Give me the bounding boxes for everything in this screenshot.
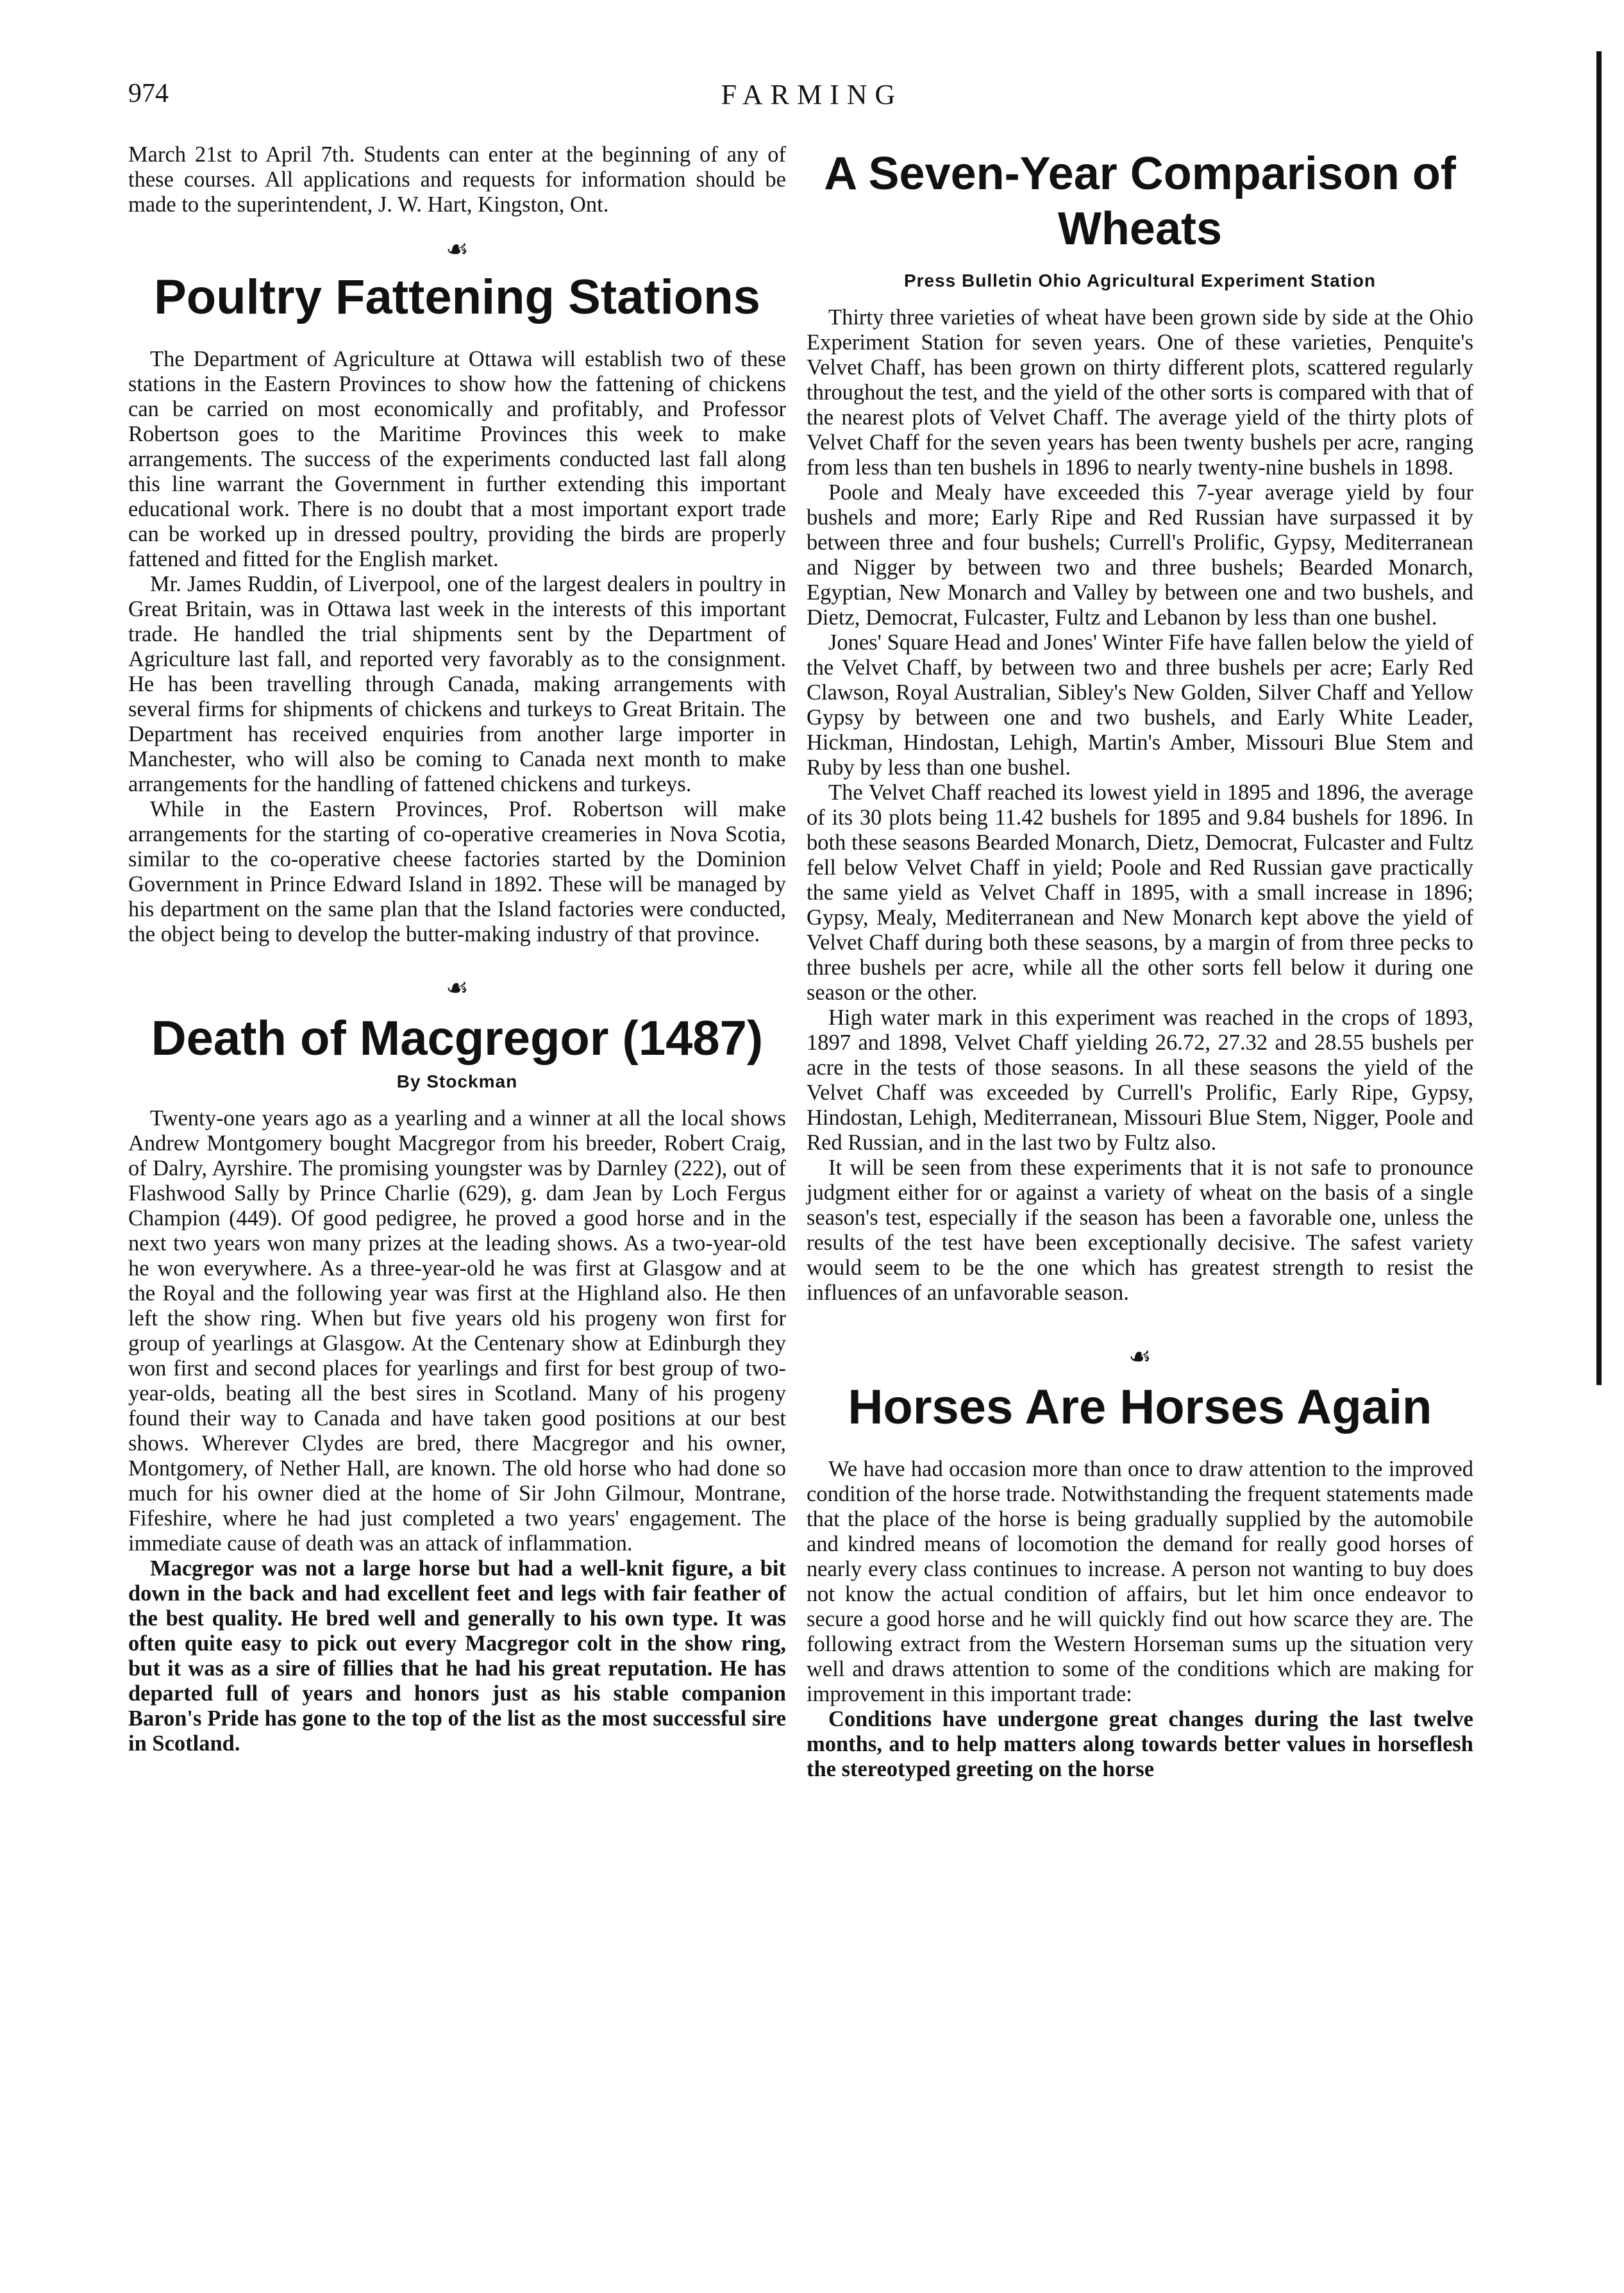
running-title: FARMING [721,79,903,110]
poultry-article-title: Poultry Fattening Stations [154,270,760,324]
macgregor-paragraph: Macgregor was not a large horse but had a well-knit figure, a bit down in the back and had excellent feet and legs with fair feather of the best quality. He bred well and generally to his own type. It was often quite easy to pick out every Macgregor colt in the show ring, but it was as a sire of fillies that he had his great reputation. He has departed full of years and honors just as his stable companion Baron's Pride has gone to the top of the list as the most successful sire in Scotland. [128,1556,786,1756]
ornament-fleuron-icon: ☙ [446,235,469,264]
wheats-paragraph: It will be seen from these experiments that it is not safe to pronounce judgment either for or against a variety of wheat on the basis of a single season's test, especially if the season has been a favorable one, unless the results of the test have been exceptionally decisive. The safest variety would seem to be the one which has greatest strength to resist the influences of an unfavorable season. [807,1155,1473,1305]
poultry-paragraph: While in the Eastern Provinces, Prof. Robertson will make arrangements for the starting of co-operative creameries in Nova Scotia, similar to the co-operative cheese factories started by the Dominion Government in Prince Edward Island in 1892. These will be managed by his department on the same plan that the Island factories were conducted, the object being to develop the butter-making industry of that province. [128,797,786,946]
page-number: 974 [128,79,169,108]
macgregor-paragraph: Twenty-one years ago as a yearling and a winner at all the local shows Andrew Montgomery bought Macgregor from his breeder, Robert Craig, of Dalry, Ayrshire. The promising youngster was by Darnley (222), out of Flashwood Sally by Prince Charlie (629), g. dam Jean by Loch Fergus Champion (449). Of good pedigree, he proved a good horse and in the next two years won many prizes at the leading shows. As a two-year-old he won everywhere. As a three-year-old he was first at Glasgow and at the Royal and the following year was first at the Highland also. He then left the show ring. When but five years old his progeny won first for group of yearlings at Glasgow. At the Centenary show at Edinburgh they won first and second places for yearlings and first for best group of two-year-olds, beating all the best sires in Scotland. Many of his progeny found their way to Canada and have taken good positions at our best shows. Wherever Clydes are bred, there Macgregor and his owner, Montgomery, of Nether Hall, are known. The old horse who had done so much for his owner died at the home of Sir John Gilmour, Montrane, Fifeshire, where he had just completed a two years' engagement. The immediate cause of death was an attack of inflammation. [128,1106,786,1556]
ornament-fleuron-icon: ☙ [1128,1342,1151,1371]
wheats-paragraph: Thirty three varieties of wheat have been grown side by side at the Ohio Experiment Station for seven years. One of these varieties, Penquite's Velvet Chaff, has been grown on thirty different plots, scattered regularly throughout the test, and the yield of the other sorts is compared with that of the nearest plots of Velvet Chaff. The average yield of the thirty plots of Velvet Chaff for the seven years has been twenty bushels per acre, ranging from less than ten bushels in 1896 to nearly twenty-nine bushels in 1898. [807,305,1473,480]
poultry-paragraph: Mr. James Ruddin, of Liverpool, one of the largest dealers in poultry in Great Britain, was in Ottawa last week in the interests of this important trade. He handled the trial shipments sent by the Department of Agriculture last fall, and reported very favorably as to the consignment. He has been travelling through Canada, making arrangements with several firms for shipments of chickens and turkeys to Great Britain. The Department has received enquiries from another large importer in Manchester, who will also be coming to Canada next month to make arrangements for the handling of fattened chickens and turkeys. [128,572,786,796]
horses-paragraph: Conditions have undergone great changes during the last twelve months, and to help matters along towards better values in horseflesh the stereotyped greeting on the horse [807,1707,1473,1781]
wheats-byline: Press Bulletin Ohio Agricultural Experiment Station [903,271,1377,290]
horses-article-title: Horses Are Horses Again [848,1380,1432,1434]
wheats-paragraph: Poole and Mealy have exceeded this 7-year average yield by four bushels and more; Early Ripe and Red Russian have surpassed it by between three and four bushels; Currell's Prolific, Gypsy, Mediterranean and Nigger by between two and three bushels; Bearded Monarch, Egyptian, New Monarch and Valley by between one and two bushels, and Dietz, Democrat, Fulcaster, Fultz and Lebanon by less than one bushel. [807,480,1473,630]
wheats-paragraph: The Velvet Chaff reached its lowest yield in 1895 and 1896, the average of its 30 plots being 11.42 bushels for 1895 and 9.84 bushels for 1896. In both these seasons Bearded Monarch, Dietz, Democrat, Fulcaster and Fultz fell below Velvet Chaff in yield; Poole and Red Russian gave practically the same yield as Velvet Chaff in 1895, with a small increase in 1896; Gypsy, Mealy, Mediterranean and New Monarch kept above the yield of Velvet Chaff during both these seasons, by a margin of from three pecks to three bushels per acre, while all the other sorts fell below it during one season or the other. [807,780,1473,1005]
wheats-paragraph: Jones' Square Head and Jones' Winter Fife have fallen below the yield of the Velvet Chaff, by between two and three bushels per acre; Early Red Clawson, Royal Australian, Sibley's New Golden, Silver Chaff and Yellow Gypsy by between one and two bushels, and Early White Leader, Hickman, Hindostan, Lehigh, Martin's Amber, Missouri Blue Stem and Ruby by less than one bushel. [807,630,1473,780]
wheats-article-title: A Seven-Year Comparison of Wheats [824,148,1456,255]
wheats-paragraph: High water mark in this experiment was reached in the crops of 1893, 1897 and 1898, Velvet Chaff yielding 26.72, 27.32 and 28.55 bushels per acre in the tests of those seasons. In all these seasons the yield of the Velvet Chaff was exceeded by Currell's Prolific, Early Ripe, Gypsy, Hindostan, Lehigh, Mediterranean, Missouri Blue Stem, Nigger, Poole and Red Russian, and in the last two by Fultz also. [807,1005,1473,1155]
page-edge-rule [1596,51,1602,1385]
right-column [807,142,1473,1782]
ornament-fleuron-icon: ☙ [446,973,469,1002]
macgregor-article-title: Death of Macgregor (1487) [151,1011,764,1066]
poultry-paragraph: The Department of Agriculture at Ottawa will establish two of these stations in the Eastern Provinces to show how the fattening of chickens can be carried on most economically and profitably, and Professor Robertson goes to the Maritime Provinces this week to make arrangements. The success of the experiments conducted last fall along this line warrant the Government in further extending this important educational work. There is no doubt that a most important export trade can be worked up in dressed poultry, providing the birds are properly fattened and fitted for the English market. [128,347,786,571]
page-header [0,78,1624,123]
horses-paragraph: We have had occasion more than once to draw attention to the improved condition of the horse trade. Notwithstanding the frequent statements made that the place of the horse is being gradually supplied by the automobile and kindred means of locomotion the demand for really good horses of nearly every class continues to increase. A person not wanting to buy does not know the actual condition of affairs, but let him once endeavor to secure a good horse and he will quickly find out how scarce they are. The following extract from the Western Horseman sums up the situation very well and draws attention to some of the conditions which are making for improvement in this important trade: [807,1457,1473,1706]
left-column [128,142,786,1756]
macgregor-byline: By Stockman [396,1071,518,1091]
intro-fragment: March 21st to April 7th. Students can enter at the beginning of any of these courses. All applications and requests for information should be made to the superintendent, J. W. Hart, Kingston, Ont. [128,142,786,217]
